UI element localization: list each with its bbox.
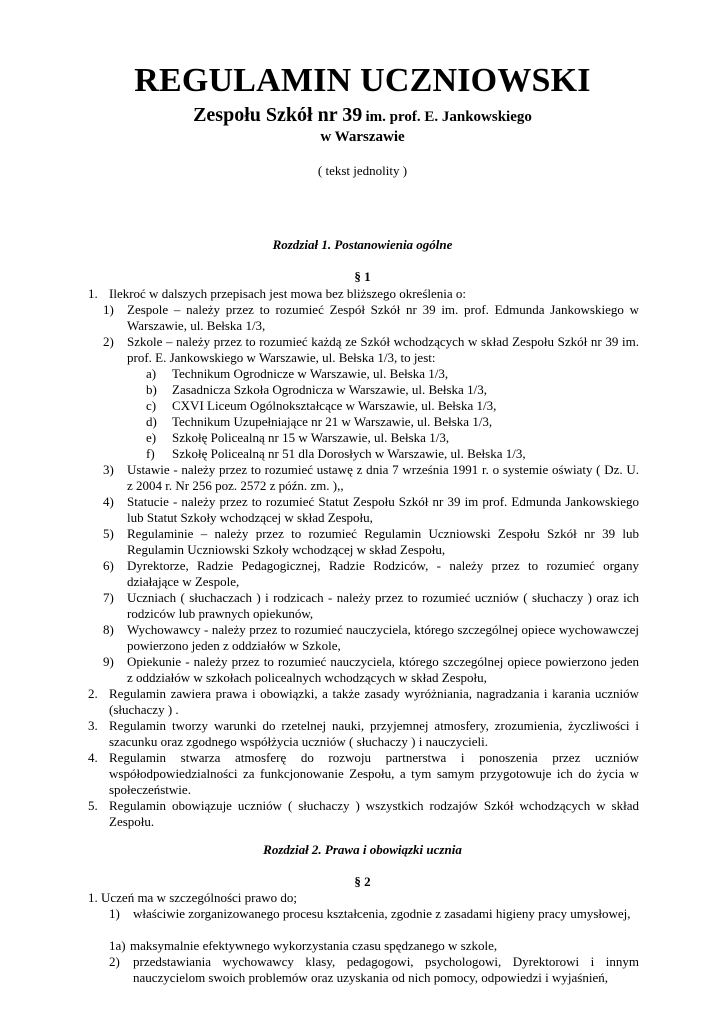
section-2-mark: § 2 xyxy=(354,874,371,889)
document-page: REGULAMIN UCZNIOWSKI Zespołu Szkół nr 39 im. prof. E. Jankowskiego w Warszawie ( tekst jednolity ) Rozdział 1. Postanowienia ogólne § 1 1. Ilekroć w dalszych przepisach jest mowa bez bliższego określenia o: 1) Zespole – należy przez to rozumieć Zespół Szkół nr 39 im. prof. Edmunda Jankowskiego w Warszawie, ul. Bełska 1/3, 2) Szkole – należy przez to rozumieć każdą ze Szkół wchodzących w skład Zespołu Szkół nr 39 im. prof. E. Jankowskiego w Warszawie, ul. Bełska 1/3, to jest: a) Technikum Ogrodnicze w Warszawie, ul. Bełska 1/3, b) Zasadnicza Szkoła Ogrodnicza w Warszawie, ul. Bełska 1/3, c) CXVI Liceum Ogólnokształcące w Warszawie, ul. Bełska 1/3, d) Technikum Uzupełniające nr 21 w Warszawie, ul. Bełska 1/3, e) Szkołę Policealną nr 15 w Warszawie, ul. Bełska 1/3, f) Szkołę Policealną nr 51 dla Dorosłych w Warszawie, ul. Bełska 1/3, 3) Ustawie - należy przez to rozumieć ustawę z dnia 7 września 1991 r. o systemie oświaty ( Dz. U. z 2004 r. Nr 256 poz. 2572 z późn. zm. ),, 4) Statucie - należy przez to rozumieć Statut Zespołu Szkół nr 39 im prof. Edmunda Jankowskiego lub Statut Szkoły wchodzącej w skład Zespołu, 5) Regulaminie – należy przez to rozumieć Regulamin Uczniowski Zespołu Szkół nr 39 lub Regulamin Uczniowski Szkoły wchodzącej w skład Zespołu, 6) Dyrektorze, Radzie Pedagogicznej, Radzie Rodziców, - należy przez to rozumieć organy działające w Zespole, 7) Uczniach ( słuchaczach ) i rodzicach - należy przez to rozumieć uczniów ( słuchaczy ) oraz ich rodziców lub prawnych opiekunów, 8) Wychowawcy - należy przez to rozumieć nauczyciela, którego szczególnej opiece wychowawczej powierzono jeden z oddziałów w Szkole, 9) Opiekunie - należy przez to rozumieć nauczyciela, którego szczególnej opiece powierzono jeden z oddziałów w szkołach policealnych wchodzących w skład Zespołu, 2. Regulamin zawiera prawa i obowiązki, a także zasady wyróżniania, nagradzania i karania uczniów (słuchaczy ) . 3. Regulamin tworzy warunki do rzetelnej nauki, przyjemnej atmosfery, zrozumienia, życzliwości i szacunku oraz zgodnego współżycia uczniów ( słuchaczy ) i nauczycieli. 4. Regulamin stwarza atmosferę do rozwoju partnerstwa i ponoszenia przez uczniów współodpowiedzialności za funkcjonowanie Zespołu, a tym samym przygotowuje ich do życia w społeczeństwie. 5. Regulamin obowiązuje uczniów ( słuchaczy ) wszystkich rodzajów Szkół wchodzących w skład Zespołu. Rozdział 2. Prawa i obowiązki ucznia § 2 1. Uczeń ma w szczególności prawo do; 1) właściwie zorganizowanego procesu kształcenia, zgodnie z zasadami higieny pracy umysłowej, 1a) maksymalnie efektywnego wykorzystania czasu spędzanego w szkole, 2) przedstawiania wychowawcy klasy, pedagogowi, psychologowi, Dyrektorowi i innym nauczycielom swoich problemów oraz uzyskania od nich pomocy, odpowiedzi i wyjaśnień, xyxy=(0,0,725,1024)
document-subtitle xyxy=(0,103,725,129)
document-title: REGULAMIN UCZNIOWSKI xyxy=(134,62,591,99)
section-1-mark: § 1 xyxy=(354,269,371,284)
text-version-note: ( tekst jednolity ) xyxy=(317,163,408,178)
chapter-1-title: Rozdział 1. Postanowienia ogólne xyxy=(272,237,453,252)
school-name: Zespołu Szkół nr 39 xyxy=(193,104,363,126)
school-patron: im. prof. E. Jankowskiego xyxy=(365,109,532,125)
school-city: w Warszawie xyxy=(320,129,405,145)
chapter-2-title: Rozdział 2. Prawa i obowiązki ucznia xyxy=(263,842,462,857)
